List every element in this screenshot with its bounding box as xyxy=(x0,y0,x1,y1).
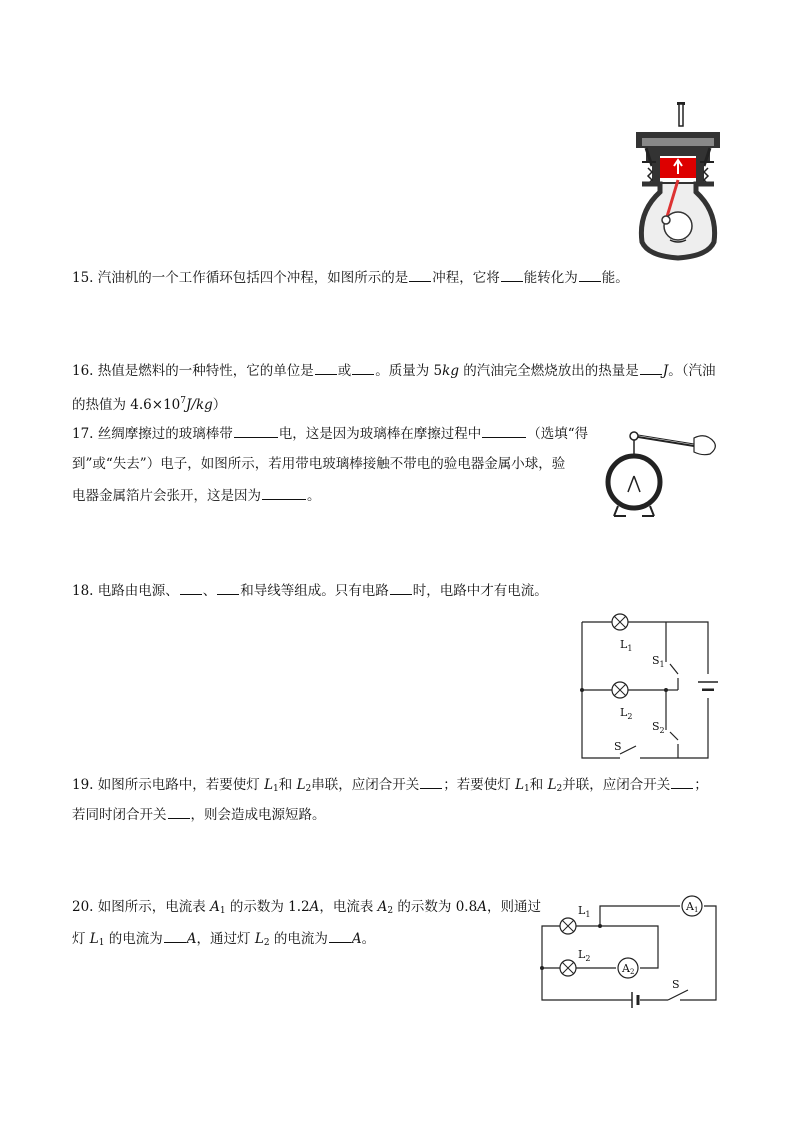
unit: J/kg xyxy=(186,397,213,413)
unit: kg xyxy=(442,363,459,379)
lamp-l2 xyxy=(560,960,576,976)
exponent: 7 xyxy=(180,396,186,406)
lamp-l1 xyxy=(612,614,628,630)
question-17-line-1 xyxy=(72,424,588,443)
q19-text: ，则会造成电源短路。 xyxy=(190,807,326,823)
question-20-line-1 xyxy=(72,898,541,920)
q19-text: 若同时闭合开关 xyxy=(72,807,167,823)
q18-text: 和导线等组成。只有电路 xyxy=(240,583,389,599)
q16-text: 的汽油完全燃烧放出的热量是 xyxy=(458,363,639,379)
question-20-line-2 xyxy=(72,929,375,952)
circuit-figure-19 xyxy=(580,618,720,762)
subscript: 1 xyxy=(273,784,279,794)
subscript: 2 xyxy=(387,906,394,916)
answer-blank[interactable] xyxy=(352,361,374,375)
answer-blank[interactable] xyxy=(164,929,186,943)
q20-text: 的示数为 0.8 xyxy=(393,899,478,915)
symbol: L xyxy=(89,931,99,947)
question-17-line-3 xyxy=(72,486,321,505)
answer-blank[interactable] xyxy=(409,268,431,282)
q20-text: 20. 如图所示，电流表 xyxy=(72,899,211,915)
q16-text: 16. 热值是燃料的一种特性，它的单位是 xyxy=(72,363,314,379)
lamp-l1 xyxy=(560,918,576,934)
q19-text: 并联，应闭合开关 xyxy=(562,777,671,793)
unit: A xyxy=(186,931,197,947)
question-16-line-2 xyxy=(72,392,226,414)
answer-blank[interactable] xyxy=(579,268,601,282)
symbol: L xyxy=(264,777,274,793)
answer-blank[interactable] xyxy=(671,775,693,789)
question-16-line-1 xyxy=(72,361,715,380)
q20-text: ，则通过 xyxy=(486,899,541,915)
q15-text-4: 能。 xyxy=(601,270,629,286)
unit: A xyxy=(351,931,362,947)
subscript: 1 xyxy=(219,906,226,916)
q20-text: ，电流表 xyxy=(319,899,378,915)
q16-text: 的热值为 4.6×10 xyxy=(72,397,181,413)
answer-blank[interactable] xyxy=(234,424,278,438)
question-17-line-2 xyxy=(72,455,565,473)
q17-text: （选填“得 xyxy=(527,426,589,442)
answer-blank[interactable] xyxy=(329,929,351,943)
q18-text: 、 xyxy=(202,583,217,599)
q18-text: 时，电路中才有电流。 xyxy=(412,583,548,599)
answer-blank[interactable] xyxy=(180,581,202,595)
svg-text:A1: A1 xyxy=(686,900,699,914)
electroscope-figure xyxy=(612,424,724,524)
label-s2: $S_2$ xyxy=(652,720,665,735)
answer-blank[interactable] xyxy=(168,805,190,819)
question-15 xyxy=(72,268,629,287)
q20-text: 的电流为 xyxy=(104,931,163,947)
q20-text: 。 xyxy=(361,931,376,947)
label-l1: $L_1$ xyxy=(620,638,633,653)
subscript: 1 xyxy=(524,784,530,794)
answer-blank[interactable] xyxy=(390,581,412,595)
q19-text: 和 xyxy=(278,777,297,793)
label-s: S xyxy=(672,978,680,991)
symbol: A xyxy=(210,899,220,915)
q16-text: 或 xyxy=(337,363,352,379)
circuit-figure-20 xyxy=(540,896,722,1004)
q19-text: ； xyxy=(694,777,708,793)
answer-blank[interactable] xyxy=(420,775,442,789)
question-19-line-2 xyxy=(72,805,326,824)
q17-text: 。 xyxy=(307,488,321,504)
symbol: A xyxy=(377,899,388,915)
q15-text-2: 冲程，它将 xyxy=(432,270,500,286)
q19-text: 串联，应闭合开关 xyxy=(311,777,420,793)
q19-text: 19. 如图所示电路中，若要使灯 xyxy=(72,777,265,793)
q15-text-1: 15. 汽油机的一个工作循环包括四个冲程，如图所示的是 xyxy=(72,270,409,286)
label-s: S xyxy=(614,740,622,753)
unit: J xyxy=(662,363,669,379)
q20-text: 的电流为 xyxy=(269,931,328,947)
answer-blank[interactable] xyxy=(262,486,306,500)
answer-blank[interactable] xyxy=(217,581,239,595)
subscript: 2 xyxy=(263,938,270,948)
q17-text: 电，这是因为玻璃棒在摩擦过程中 xyxy=(278,426,482,442)
symbol: L xyxy=(296,777,306,793)
subscript: 2 xyxy=(556,784,563,794)
q17-text: 17. 丝绸摩擦过的玻璃棒带 xyxy=(72,426,233,442)
q16-text: 。质量为 5 xyxy=(375,363,443,379)
q19-text: 和 xyxy=(529,777,548,793)
q20-text: ，通过灯 xyxy=(196,931,255,947)
lamp-l2 xyxy=(612,682,628,698)
answer-blank[interactable] xyxy=(501,268,523,282)
q17-text: 到”或“失去”）电子，如图所示，若用带电玻璃棒接触不带电的验电器金属小球，验 xyxy=(72,456,566,472)
svg-text:A2: A2 xyxy=(622,962,635,976)
ammeter-a1 xyxy=(682,896,702,916)
symbol: L xyxy=(254,931,264,947)
label-s1: $S_1$ xyxy=(652,654,665,669)
q19-text: ；若要使灯 xyxy=(443,777,516,793)
answer-blank[interactable] xyxy=(482,424,526,438)
unit: A xyxy=(477,899,487,915)
subscript: 1 xyxy=(98,938,105,948)
ammeter-a2 xyxy=(618,958,638,978)
q17-text: 电器金属箔片会张开，这是因为 xyxy=(72,488,261,504)
unit: A xyxy=(309,899,320,915)
symbol: L xyxy=(515,777,525,793)
question-18 xyxy=(72,581,548,600)
subscript: 2 xyxy=(305,784,312,794)
answer-blank[interactable] xyxy=(640,361,662,375)
q18-text: 18. 电路由电源、 xyxy=(72,583,179,599)
q15-text-3: 能转化为 xyxy=(523,270,578,286)
label-l1: $L_1$ xyxy=(578,904,591,919)
label-l2: $L_2$ xyxy=(578,948,591,963)
question-19-line-1 xyxy=(72,775,708,798)
q20-text: 的示数为 1.2 xyxy=(225,899,310,915)
label-l2: $L_2$ xyxy=(620,706,633,721)
engine-figure xyxy=(628,102,728,260)
q16-text: 。（汽油 xyxy=(668,363,716,379)
answer-blank[interactable] xyxy=(315,361,337,375)
q20-text: 灯 xyxy=(72,931,90,947)
symbol: L xyxy=(547,777,557,793)
q16-text: ） xyxy=(212,397,227,413)
